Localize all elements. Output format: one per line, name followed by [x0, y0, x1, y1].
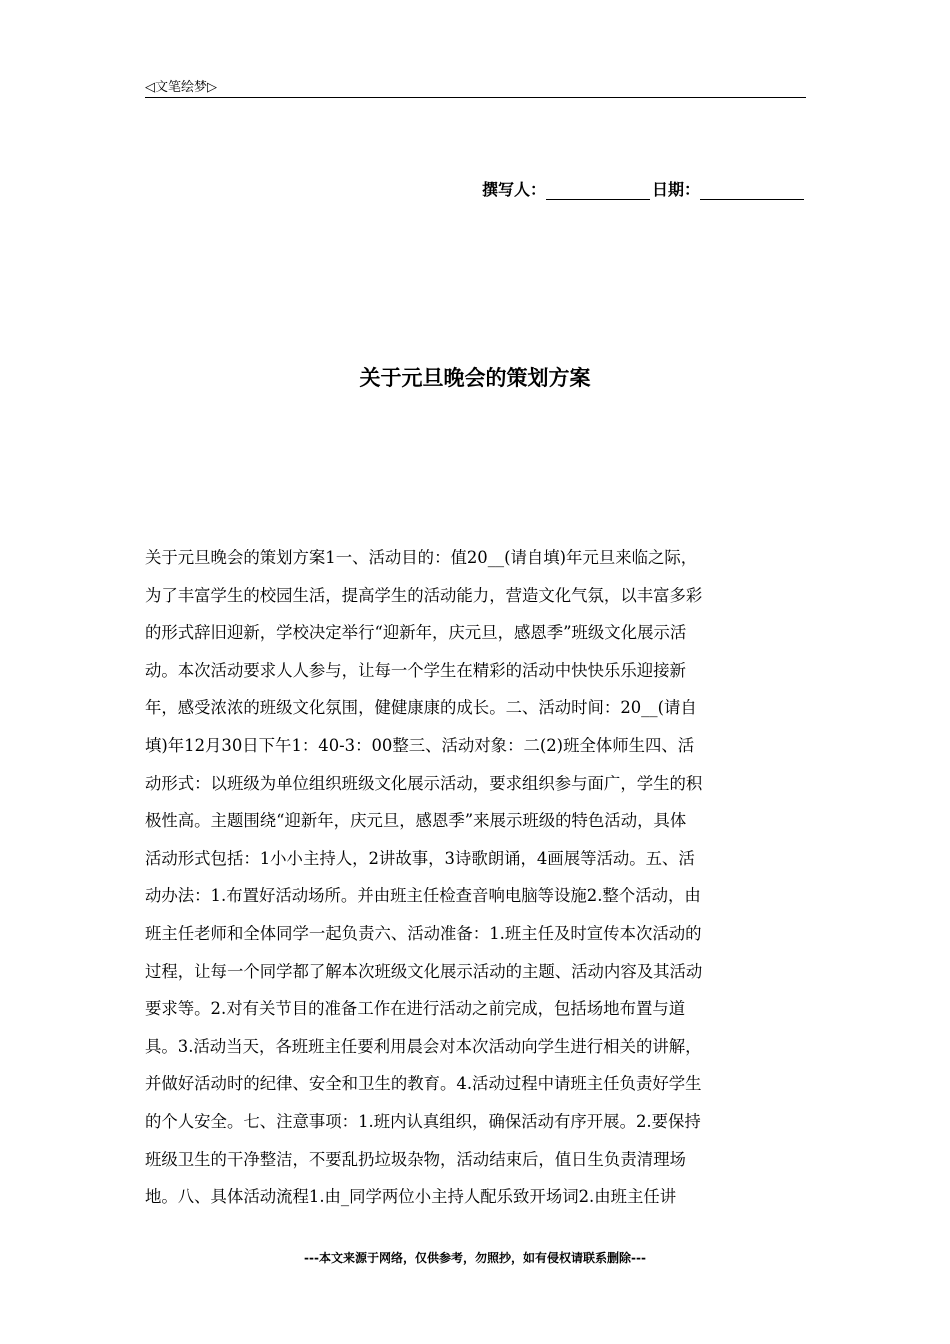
- body-line: 的个人安全。七、注意事项：1.班内认真组织，确保活动有序开展。2.要保持: [145, 1111, 701, 1131]
- author-blank: [546, 181, 650, 200]
- author-label: 撰写人：: [481, 180, 546, 199]
- body-line: 为了丰富学生的校园生活，提高学生的活动能力，营造文化气氛，以丰富多彩: [145, 585, 703, 605]
- body-line: 年，感受浓浓的班级文化氛围，健健康康的成长。二、活动时间：20__(请自: [145, 698, 697, 718]
- body-line: 关于元旦晚会的策划方案1一、活动目的：值20__(请自填)年元旦来临之际，: [145, 548, 698, 567]
- body-line: 具。3.活动当天，各班班主任要利用晨会对本次活动向学生进行相关的讲解，: [145, 1036, 702, 1056]
- document-title: 关于元旦晚会的策划方案: [359, 366, 591, 390]
- body-line: 过程，让每一个同学都了解本次班级文化展示活动的主题、活动内容及其活动: [145, 961, 703, 981]
- body-line: 并做好活动时的纪律、安全和卫生的教育。4.活动过程中请班主任负责好学生: [145, 1074, 702, 1094]
- body-line: 班级卫生的干净整洁，不要乱扔垃圾杂物，活动结束后，值日生负责清理场: [145, 1149, 686, 1169]
- document-body: [145, 539, 807, 1216]
- date-label: 日期：: [651, 180, 700, 199]
- body-line: 活动形式包括：1小小主持人，2讲故事，3诗歌朗诵，4画展等活动。五、活: [145, 848, 695, 868]
- body-line: 极性高。主题围绕“迎新年，庆元旦，感恩季”来展示班级的特色活动，具体: [145, 811, 687, 831]
- body-line: 地。八、具体活动流程1.由_同学两位小主持人配乐致开场词2.由班主任讲: [145, 1187, 677, 1207]
- author-date-line: [482, 177, 806, 200]
- header-brand: ◁文笔绘梦▷: [145, 80, 217, 95]
- date-blank: [700, 181, 804, 200]
- body-line: 动办法：1.布置好活动场所。并由班主任检查音响电脑等设施2.整个活动，由: [145, 886, 701, 906]
- body-line: 的形式辞旧迎新，学校决定举行“迎新年，庆元旦，感恩季”班级文化展示活: [145, 623, 687, 643]
- body-line: 动。本次活动要求人人参与，让每一个学生在精彩的活动中快快乐乐迎接新: [145, 660, 686, 680]
- body-line: 填)年12月30日下午1：40-3：00整三、活动对象：二(2)班全体师生四、活: [145, 735, 695, 755]
- body-line: 动形式：以班级为单位组织班级文化展示活动，要求组织参与面广，学生的积: [145, 773, 703, 793]
- body-line: 要求等。2.对有关节目的准备工作在进行活动之前完成，包括场地布置与道: [145, 999, 686, 1019]
- header-divider: [145, 97, 806, 98]
- footer-disclaimer: ---本文来源于网络，仅供参考，勿照抄，如有侵权请联系删除---: [304, 1251, 646, 1265]
- body-line: 班主任老师和全体同学一起负责六、活动准备：1.班主任及时宣传本次活动的: [145, 923, 702, 943]
